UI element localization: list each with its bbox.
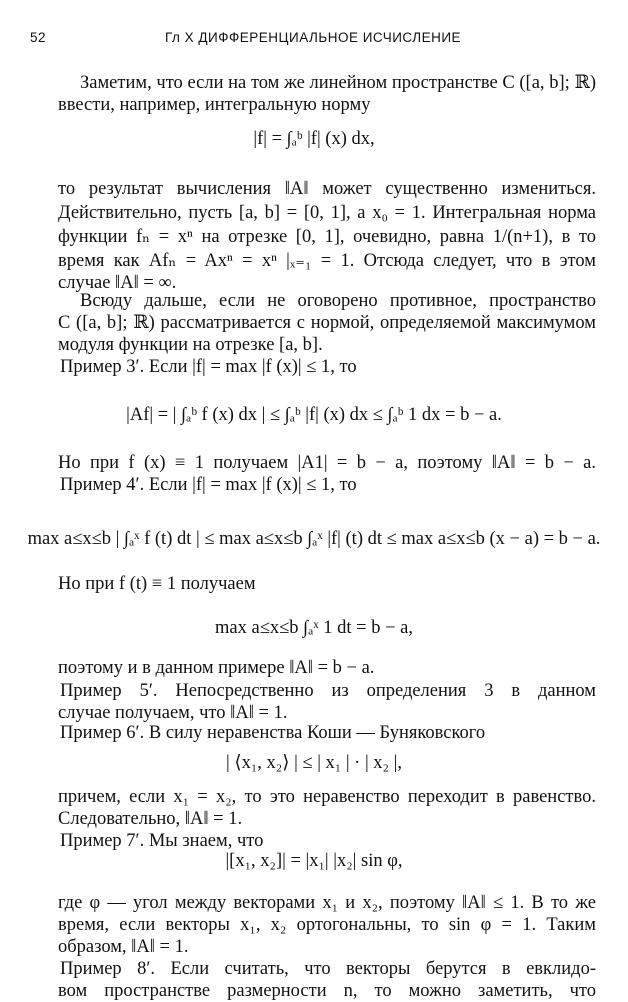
text-line: вом пространстве размерности n, то можно заметить, что — [58, 981, 596, 1001]
text-line: модуля функции на отрезке [a, b]. — [58, 335, 323, 355]
text-line: Пример 6′. В силу неравенства Коши — Буняковского — [60, 723, 486, 743]
display-formula: | ⟨x₁, x₂⟩ | ≤ | x₁ | · | x₂ |, — [226, 753, 402, 773]
text-line: Действительно, пусть [a, b] = [0, 1], а x₀ = 1. Интегральная норма — [58, 203, 596, 223]
text-line: где φ — угол между векторами x₁ и x₂, поэтому ‖A‖ ≤ 1. В то же — [58, 893, 596, 913]
text-line: Пример 7′. Мы знаем, что — [60, 831, 264, 851]
text-line: C ([a, b]; ℝ) рассматривается с нормой, определяемой максимумом — [58, 313, 596, 333]
text-line: Пример 4′. Если |f| = max |f (x)| ≤ 1, то — [60, 475, 357, 495]
display-formula: max a≤x≤b | ∫ₐˣ f (t) dt | ≤ max a≤x≤b ∫ₐˣ |f| (t) dt ≤ max a≤x≤b (x − a) = b − a. — [27, 529, 601, 549]
text-line: Но при f (t) ≡ 1 получаем — [58, 574, 256, 594]
text-line: время, если векторы x₁, x₂ ортогональны, то sin φ = 1. Таким — [58, 915, 596, 935]
display-formula: max a≤x≤b ∫ₐˣ 1 dt = b − a, — [215, 618, 413, 638]
text-line: случае получаем, что ‖A‖ = 1. — [58, 703, 288, 723]
text-line: Пример 8′. Если считать, что векторы берутся в евклидо- — [60, 959, 596, 979]
display-formula: |[x₁, x₂]| = |x₁| |x₂| sin φ, — [225, 851, 403, 871]
text-line: Пример 5′. Непосредственно из определения 3 в данном — [60, 681, 596, 701]
page-number: 52 — [30, 30, 47, 45]
text-line: ввести, например, интегральную норму — [58, 95, 371, 115]
running-title: Гл X ДИФФЕРЕНЦИАЛЬНОЕ ИСЧИСЛЕНИЕ — [164, 30, 462, 45]
display-formula: |f| = ∫ₐᵇ |f| (x) dx, — [253, 129, 375, 149]
text-line: Но при f (x) ≡ 1 получаем |A1| = b − a, поэтому ‖A‖ = b − a. — [58, 453, 596, 473]
text-line: функции fₙ = xⁿ на отрезке [0, 1], очевидно, равна 1/(n+1), в то — [58, 227, 596, 247]
text-line: причем, если x₁ = x₂, то это неравенство переходит в равенство. — [58, 787, 596, 807]
text-line: Всюду дальше, если не оговорено противное, пространство — [80, 291, 596, 311]
text-line: Заметим, что если на том же линейном пространстве C ([a, b]; ℝ) — [80, 73, 596, 93]
display-formula: |Af| = | ∫ₐᵇ f (x) dx | ≤ ∫ₐᵇ |f| (x) dx ≤ ∫ₐᵇ 1 dx = b − a. — [126, 405, 502, 425]
text-line: образом, ‖A‖ = 1. — [58, 937, 189, 957]
text-line: поэтому и в данном примере ‖A‖ = b − a. — [58, 658, 375, 678]
text-line: то результат вычисления ‖A‖ может существенно измениться. — [58, 179, 596, 199]
text-line: время как Afₙ = Axⁿ = xⁿ |ₓ₌₁ = 1. Отсюда следует, что в этом — [58, 251, 596, 271]
text-line: Пример 3′. Если |f| = max |f (x)| ≤ 1, то — [60, 357, 357, 377]
text-line: случае ‖A‖ = ∞. — [58, 273, 177, 293]
text-line: Следовательно, ‖A‖ = 1. — [58, 809, 243, 829]
